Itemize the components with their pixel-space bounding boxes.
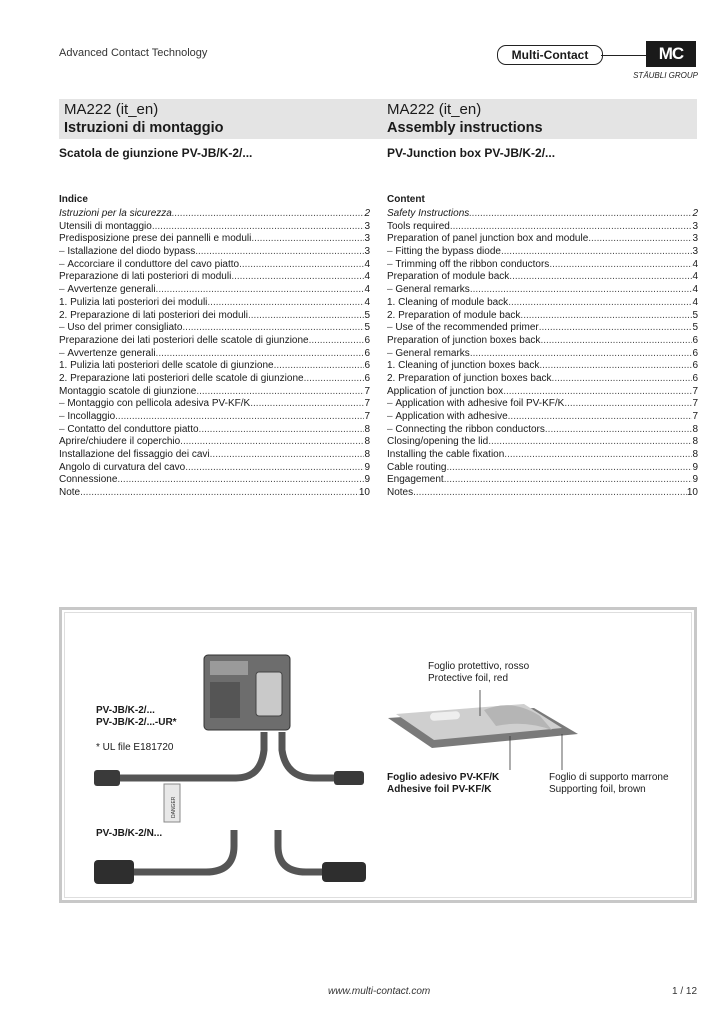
toc-entry-label: 2. Preparazione lati posteriori delle scatole di giunzione — [59, 372, 304, 384]
left-doc-code: MA222 (it_en) — [64, 101, 159, 118]
toc-entry-label: – Uso del primer consigliato — [59, 322, 182, 335]
toc-entry[interactable] — [387, 436, 698, 449]
toc-entry-page: 4 — [364, 258, 370, 270]
toc-entry-label: 1. Cleaning of module back — [387, 296, 509, 308]
toc-leader-dots — [413, 487, 687, 500]
left-title — [64, 101, 224, 137]
toc-entry-page: 5 — [692, 309, 698, 321]
toc-leader-dots — [552, 373, 693, 386]
toc-entry[interactable] — [59, 449, 370, 462]
protective-foil-label — [428, 661, 529, 685]
toc-entry-label: – Accorciare il conduttore del cavo piatto — [59, 259, 239, 272]
toc-entry-label: Safety Instructions — [387, 208, 470, 219]
junction-box-cover — [210, 682, 240, 718]
page-number: 1 / 12 — [672, 986, 698, 997]
adhesive-foil-label — [387, 772, 499, 796]
toc-entry-page: 3 — [692, 233, 698, 245]
toc-entry-label: Preparation of panel junction box and module — [387, 233, 589, 245]
toc-entry-label: – Istallazione del diodo bypass — [59, 246, 195, 259]
toc-entry[interactable] — [387, 297, 698, 310]
toc-entry-label: – Application with adhesive foil PV-KF/K — [387, 398, 564, 411]
toc-entry-page: 3 — [364, 220, 370, 232]
toc-entry[interactable] — [387, 221, 698, 234]
product1-label — [96, 705, 177, 729]
toc-entry-page: 6 — [364, 334, 370, 346]
company-tagline: Advanced Contact Technology — [59, 47, 208, 59]
mc4-socket-lower — [322, 862, 366, 882]
toc-entry[interactable] — [387, 322, 698, 335]
toc-entry[interactable] — [59, 373, 370, 386]
toc-entry[interactable] — [387, 348, 698, 361]
toc-entry[interactable] — [387, 373, 698, 386]
toc-entry[interactable] — [387, 335, 698, 348]
toc-entry-page: 10 — [358, 487, 370, 499]
toc-entry[interactable] — [387, 271, 698, 284]
left-toc-heading: Indice — [59, 194, 88, 205]
toc-entry[interactable] — [59, 233, 370, 246]
toc-entry[interactable] — [59, 310, 370, 323]
toc-entry[interactable] — [387, 386, 698, 399]
toc-entry-page: 3 — [692, 246, 698, 258]
toc-entry-label: Installing the cable fixation — [387, 449, 505, 461]
toc-entry-label: – Application with adhesive — [387, 411, 508, 424]
toc-leader-dots — [182, 322, 364, 335]
left-doc-title: Istruzioni di montaggio — [64, 120, 224, 136]
toc-entry-page: 5 — [364, 322, 370, 334]
toc-entry-label: – Avvertenze generali — [59, 284, 156, 297]
toc-entry-label: Predisposizione prese dei pannelli e moduli — [59, 233, 252, 245]
toc-entry-page: 9 — [364, 461, 370, 473]
product1-line2: PV-JB/K-2/...-UR* — [96, 717, 177, 728]
toc-entry[interactable] — [387, 424, 698, 437]
toc-leader-dots — [274, 360, 365, 373]
cable-right-lower — [278, 830, 326, 872]
toc-leader-dots — [446, 462, 692, 475]
toc-entry-label: – Contatto del conduttore piatto — [59, 424, 199, 437]
toc-leader-dots — [470, 348, 693, 361]
toc-entry-page: 4 — [364, 296, 370, 308]
left-toc — [59, 208, 370, 500]
toc-entry-page: 7 — [692, 385, 698, 397]
right-doc-code: MA222 (it_en) — [387, 101, 482, 118]
toc-entry-label: – General remarks — [387, 284, 470, 297]
toc-entry-page: 4 — [692, 258, 698, 270]
toc-entry-page: 4 — [364, 271, 370, 283]
toc-entry[interactable] — [59, 246, 370, 259]
toc-entry-label: – Fitting the bypass diode — [387, 246, 501, 259]
toc-leader-dots — [210, 449, 365, 462]
toc-entry-page: 8 — [692, 449, 698, 461]
toc-entry[interactable] — [59, 335, 370, 348]
toc-entry[interactable] — [59, 424, 370, 437]
toc-entry[interactable] — [387, 208, 698, 221]
toc-entry[interactable] — [59, 297, 370, 310]
toc-entry-label: Montaggio scatole di giunzione — [59, 385, 197, 397]
cable-right-upper — [282, 732, 336, 778]
toc-leader-dots — [180, 436, 364, 449]
toc-entry-page: 6 — [692, 360, 698, 372]
toc-entry-label: Cable routing — [387, 461, 447, 473]
toc-leader-dots — [115, 411, 364, 424]
toc-entry-page: 7 — [692, 398, 698, 410]
toc-leader-dots — [508, 297, 692, 310]
adhesive-foil-it: Foglio adesivo PV-KF/K — [387, 772, 500, 783]
toc-leader-dots — [539, 322, 693, 335]
toc-entry-page: 2 — [692, 208, 698, 219]
toc-entry-label: Notes — [387, 487, 414, 499]
toc-entry[interactable] — [59, 348, 370, 361]
toc-entry[interactable] — [59, 208, 370, 221]
toc-entry-page: 8 — [692, 436, 698, 448]
toc-entry-page: 4 — [692, 296, 698, 308]
toc-entry-label: 1. Cleaning of junction boxes back — [387, 360, 540, 372]
toc-leader-dots — [520, 310, 692, 323]
mc4-socket-upper — [334, 771, 364, 785]
toc-entry[interactable] — [59, 322, 370, 335]
toc-entry-page: 6 — [692, 372, 698, 384]
adhesive-foil-en: Adhesive foil PV-KF/K — [387, 784, 492, 795]
toc-entry-label: Utensili di montaggio — [59, 220, 152, 232]
brand-name: Multi-Contact — [497, 45, 603, 65]
junction-box-illustration — [86, 650, 386, 885]
toc-leader-dots — [501, 246, 692, 259]
toc-entry-label: Note — [59, 487, 81, 499]
toc-leader-dots — [251, 233, 364, 246]
toc-entry-page: 7 — [364, 385, 370, 397]
left-subtitle: Scatola de giunzione PV-JB/K-2/... — [59, 146, 253, 160]
toc-leader-dots — [195, 246, 364, 259]
toc-entry-page: 8 — [364, 436, 370, 448]
toc-entry-label: Preparazione di lati posteriori di moduli — [59, 271, 232, 283]
toc-entry-page: 3 — [692, 220, 698, 232]
footer-url[interactable]: www.multi-contact.com — [328, 986, 431, 997]
toc-entry-page: 6 — [364, 347, 370, 359]
toc-leader-dots — [540, 335, 692, 348]
group-name: STÄUBLI GROUP — [633, 71, 698, 80]
toc-entry[interactable] — [387, 462, 698, 475]
toc-leader-dots — [588, 233, 692, 246]
toc-entry-label: Closing/opening the lid — [387, 436, 489, 448]
toc-entry[interactable] — [387, 233, 698, 246]
toc-entry-label: Installazione del fissaggio dei cavi — [59, 449, 210, 461]
toc-entry-page: 7 — [692, 411, 698, 422]
toc-leader-dots — [549, 259, 692, 272]
toc-entry-page: 8 — [364, 423, 370, 435]
mc-logo: MC — [646, 41, 696, 67]
toc-entry-label: Aprire/chiudere il coperchio — [59, 436, 181, 448]
protective-foil-en: Protective foil, red — [428, 673, 509, 684]
product1-line1: PV-JB/K-2/... — [96, 705, 155, 716]
toc-entry-page: 8 — [692, 423, 698, 435]
adhesive-foil-illustration — [384, 690, 584, 770]
toc-entry-page: 8 — [364, 449, 370, 461]
toc-entry[interactable] — [59, 411, 370, 424]
protective-foil-it: Foglio protettivo, rosso — [428, 661, 530, 672]
danger-tag-text: DANGER — [171, 796, 177, 818]
toc-leader-dots — [248, 310, 364, 323]
right-toc — [387, 208, 698, 500]
support-foil-label — [549, 772, 669, 796]
right-doc-title: Assembly instructions — [387, 120, 543, 136]
product2-label: PV-JB/K-2/N... — [96, 828, 163, 839]
brand-divider — [601, 55, 647, 56]
toc-leader-dots — [152, 221, 365, 234]
toc-leader-dots — [231, 271, 364, 284]
junction-box-terminals — [210, 661, 248, 675]
toc-leader-dots — [250, 398, 364, 411]
toc-entry-page: 7 — [364, 411, 370, 422]
toc-entry[interactable] — [387, 449, 698, 462]
toc-entry-label: Connessione — [59, 474, 118, 486]
toc-entry-label: Preparazione dei lati posteriori delle scatole di giunzione — [59, 334, 309, 346]
right-subtitle: PV-Junction box PV-JB/K-2/... — [387, 146, 556, 160]
toc-entry-label: – Trimming off the ribbon conductors — [387, 259, 549, 272]
toc-leader-dots — [207, 297, 364, 310]
toc-leader-dots — [196, 386, 364, 399]
mc4-plug-upper — [94, 770, 120, 786]
right-title — [387, 101, 543, 137]
toc-entry[interactable] — [387, 246, 698, 259]
toc-leader-dots — [539, 360, 692, 373]
toc-leader-dots — [469, 208, 692, 221]
right-toc-heading: Content — [387, 194, 425, 205]
toc-entry-page: 3 — [364, 246, 370, 258]
toc-entry[interactable] — [59, 360, 370, 373]
toc-entry-label: 2. Preparazione di lati posteriori dei moduli — [59, 309, 248, 321]
toc-entry[interactable] — [387, 284, 698, 297]
toc-entry-label: – Avvertenze generali — [59, 348, 156, 361]
toc-entry-label: – Montaggio con pellicola adesiva PV-KF/K — [59, 398, 250, 411]
toc-entry[interactable] — [387, 474, 698, 487]
toc-leader-dots — [156, 284, 365, 297]
toc-entry-label: – Use of the recommended primer — [387, 322, 539, 335]
toc-leader-dots — [444, 474, 693, 487]
toc-entry-page: 10 — [686, 487, 698, 499]
toc-entry-label: – Connecting the ribbon conductors — [387, 424, 545, 437]
toc-entry[interactable] — [59, 474, 370, 487]
toc-leader-dots — [309, 335, 365, 348]
toc-leader-dots — [545, 424, 693, 437]
toc-entry-label: Tools required — [387, 220, 450, 232]
toc-entry-page: 9 — [692, 461, 698, 473]
toc-entry-page: 6 — [364, 372, 370, 384]
toc-leader-dots — [503, 386, 692, 399]
toc-entry-label: Angolo di curvatura del cavo — [59, 461, 186, 473]
toc-entry-label: Istruzioni per la sicurezza — [59, 208, 172, 219]
toc-entry-label: 2. Preparation of junction boxes back — [387, 372, 552, 384]
toc-entry[interactable] — [59, 386, 370, 399]
ul-note: * UL file E181720 — [96, 742, 174, 753]
toc-entry-label: Preparation of module back — [387, 271, 510, 283]
toc-entry[interactable] — [59, 221, 370, 234]
toc-leader-dots — [172, 208, 365, 221]
toc-leader-dots — [450, 221, 693, 234]
toc-entry[interactable] — [59, 259, 370, 272]
toc-entry[interactable] — [59, 284, 370, 297]
toc-entry[interactable] — [387, 411, 698, 424]
toc-entry-page: 6 — [692, 347, 698, 359]
toc-leader-dots — [488, 436, 692, 449]
toc-entry-page: 3 — [364, 233, 370, 245]
toc-entry[interactable] — [59, 436, 370, 449]
support-foil-en: Supporting foil, brown — [549, 784, 646, 795]
toc-entry[interactable] — [387, 259, 698, 272]
toc-leader-dots — [564, 398, 692, 411]
toc-entry-page: 2 — [364, 208, 370, 219]
toc-entry-page: 4 — [364, 284, 370, 296]
toc-entry-page: 6 — [692, 334, 698, 346]
toc-leader-dots — [117, 474, 364, 487]
toc-entry[interactable] — [59, 487, 370, 500]
toc-leader-dots — [185, 462, 364, 475]
toc-leader-dots — [470, 284, 693, 297]
toc-entry-label: – Incollaggio — [59, 411, 115, 424]
toc-leader-dots — [508, 411, 693, 424]
toc-entry[interactable] — [387, 398, 698, 411]
toc-entry-label: Preparation of junction boxes back — [387, 334, 541, 346]
toc-entry-label: Engagement — [387, 474, 444, 486]
toc-entry-page: 9 — [692, 474, 698, 486]
cable-left-upper — [94, 732, 264, 778]
toc-leader-dots — [304, 373, 365, 386]
toc-entry-page: 4 — [692, 271, 698, 283]
toc-entry-page: 9 — [364, 474, 370, 486]
toc-entry-label: 2. Preparation of module back — [387, 309, 521, 321]
toc-entry[interactable] — [387, 360, 698, 373]
toc-entry-page: 7 — [364, 398, 370, 410]
mc4-plug-lower — [94, 860, 134, 884]
junction-box-diode-slot — [256, 672, 282, 716]
support-foil-it: Foglio di supporto marrone — [549, 772, 669, 783]
toc-entry[interactable] — [387, 487, 698, 500]
toc-entry-label: Application of junction box — [387, 385, 504, 397]
toc-entry[interactable] — [59, 271, 370, 284]
toc-entry[interactable] — [59, 462, 370, 475]
toc-leader-dots — [239, 259, 364, 272]
toc-leader-dots — [156, 348, 365, 361]
toc-entry[interactable] — [59, 398, 370, 411]
toc-entry[interactable] — [387, 310, 698, 323]
toc-leader-dots — [199, 424, 365, 437]
toc-leader-dots — [504, 449, 692, 462]
toc-entry-page: 6 — [364, 360, 370, 372]
toc-leader-dots — [80, 487, 359, 500]
toc-entry-label: 1. Pulizia lati posteriori delle scatole di giunzione — [59, 360, 274, 372]
toc-leader-dots — [509, 271, 692, 284]
toc-entry-page: 5 — [692, 322, 698, 334]
toc-entry-page: 4 — [692, 284, 698, 296]
toc-entry-label: 1. Pulizia lati posteriori dei moduli — [59, 296, 208, 308]
toc-entry-page: 5 — [364, 309, 370, 321]
toc-entry-label: – General remarks — [387, 348, 470, 361]
